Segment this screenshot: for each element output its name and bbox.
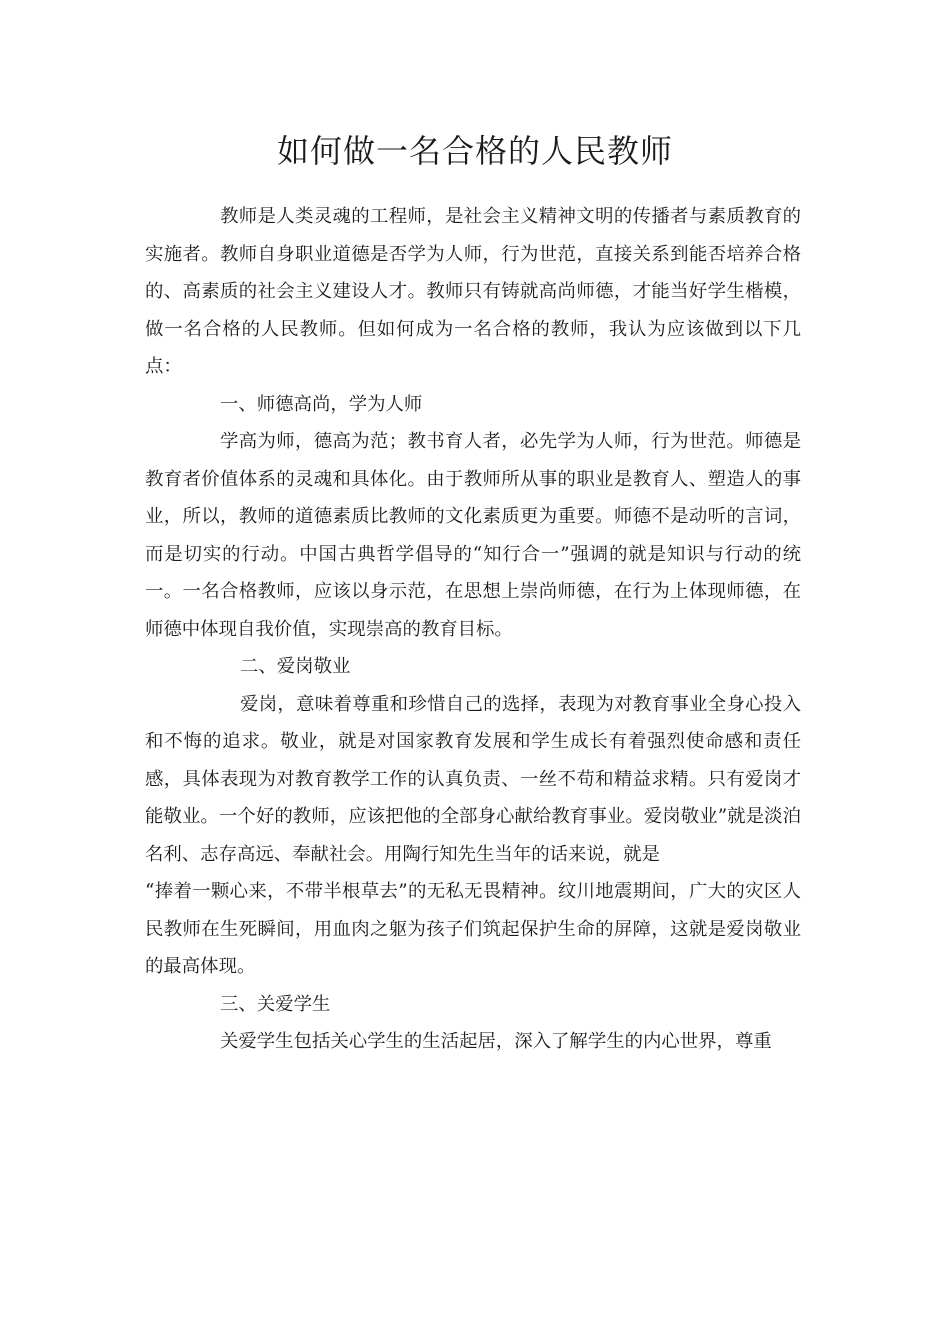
document-title: 如何做一名合格的人民教师 <box>276 132 673 170</box>
paragraph-section-3: 关爱学生包括关心学生的生活起居，深入了解学生的内心世界，尊重 <box>220 1031 772 1052</box>
heading-section-1: 一、师德高尚，学为人师 <box>220 393 423 415</box>
paragraph-section-1: 学高为师，德高为范；教书育人者，必先学为人师，行为世范。师德是教育者价值体系的灵魂和具体化。由于教师所从事的职业是教育人、塑造人的事业，所以，教师的道德素质比教师的文化素质更为重要。师德不是动听的言词，而是切实的行动。中国古典哲学倡导的“知行合一”强调的就是知识与行动的统一。一名合格教师，应该以身示范，在思想上崇尚师德，在行为上体现师德，在师德中体现自我价值，实现崇高的教育目标。 <box>145 431 801 640</box>
paragraph-intro: 教师是人类灵魂的工程师，是社会主义精神文明的传播者与素质教育的实施者。教师自身职业道德是否学为人师，行为世范，直接关系到能否培养合格的、高素质的社会主义建设人才。教师只有铸就高尚师德，才能当好学生楷模，做一名合格的人民教师。但如何成为一名合格的教师，我认为应该做到以下几点： <box>145 206 801 377</box>
paragraph-section-2b: “捧着一颗心来，不带半根草去”的无私无畏精神。纹川地震期间，广大的灾区人民教师在生死瞬间，用血肉之躯为孩子们筑起保护生命的屏障，这就是爱岗敬业的最高体现。 <box>145 881 801 977</box>
document-body <box>145 198 801 1061</box>
heading-section-2: 二、爱岗敬业 <box>240 656 351 677</box>
heading-section-3: 三、关爱学生 <box>220 993 331 1015</box>
paragraph-section-2a: 爱岗，意味着尊重和珍惜自己的选择，表现为对教育事业全身心投入和不悔的追求。敬业，就是对国家教育发展和学生成长有着强烈使命感和责任感，具体表现为对教育教学工作的认真负责、一丝不苟和精益求精。只有爱岗才能敬业。一个好的教师，应该把他的全部身心献给教育事业。爱岗敬业”就是淡泊名利、志存高远、奉献社会。用陶行知先生当年的话来说，就是 <box>145 693 801 865</box>
